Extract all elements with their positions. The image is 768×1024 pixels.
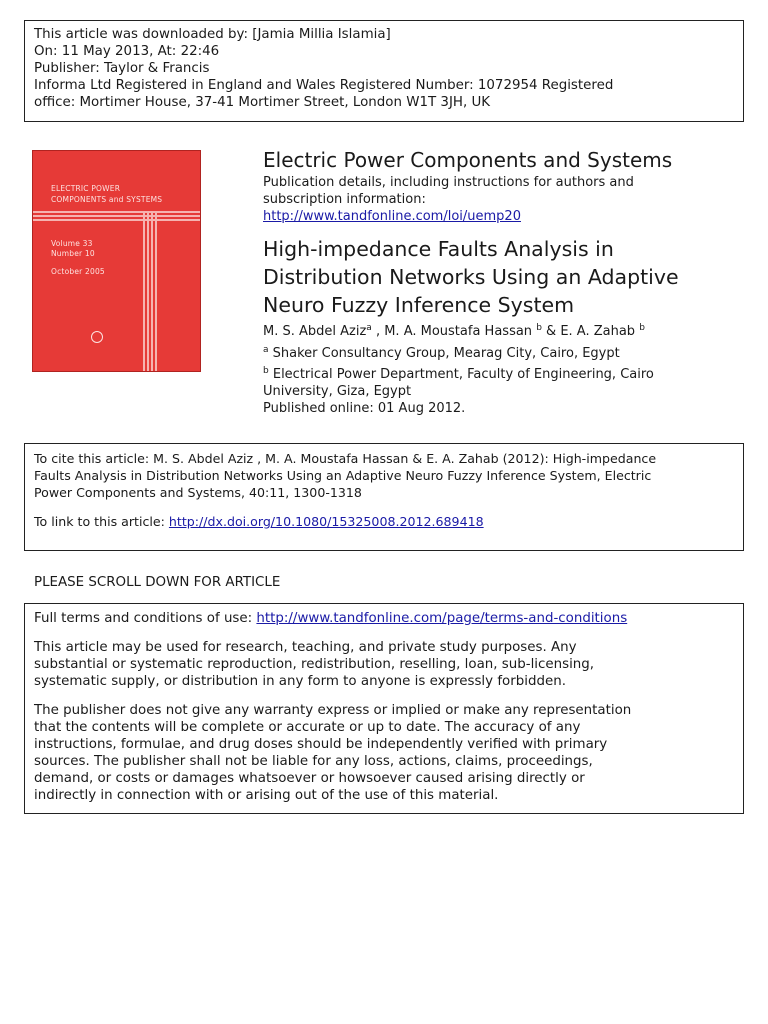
- journal-name: Electric Power Components and Systems: [263, 148, 673, 172]
- registration-line-1: Informa Ltd Registered in England and Wales Registered Number: 1072954 Registered: [34, 78, 614, 93]
- published-online: Published online: 01 Aug 2012.: [263, 401, 466, 416]
- terms-box: [24, 603, 744, 814]
- article-link-row: [34, 514, 484, 530]
- author-2-affiliation: b: [536, 323, 542, 333]
- article-title-line-3: Neuro Fuzzy Inference System: [263, 293, 575, 317]
- publication-details-1: Publication details, including instructions for authors and: [263, 175, 634, 190]
- journal-url-link[interactable]: http://www.tandfonline.com/loi/uemp20: [263, 209, 521, 224]
- terms-paragraph-2-line-2: that the contents will be complete or accurate or up to date. The accuracy of any: [34, 720, 581, 735]
- publisher-logo-icon: [91, 331, 103, 343]
- cover-corner-text: [163, 163, 193, 170]
- article-title-line-2: Distribution Networks Using an Adaptive: [263, 265, 679, 289]
- publisher: Publisher: Taylor & Francis: [34, 61, 210, 76]
- terms-label: Full terms and conditions of use:: [34, 611, 257, 626]
- cover-volume: Volume 33: [51, 239, 93, 248]
- terms-paragraph-2-line-4: sources. The publisher shall not be liable for any loss, actions, claims, proceedings,: [34, 754, 593, 769]
- affiliation-a-marker: a: [263, 345, 269, 355]
- download-info-box: [24, 20, 744, 122]
- author-2: M. A. Moustafa Hassan: [384, 324, 533, 339]
- download-date: On: 11 May 2013, At: 22:46: [34, 44, 220, 59]
- journal-cover-image: [32, 150, 201, 372]
- citation-box: [24, 443, 744, 551]
- terms-paragraph-2-line-5: demand, or costs or damages whatsoever or howsoever caused arising directly or: [34, 771, 585, 786]
- author-1: M. S. Abdel Aziz: [263, 324, 367, 339]
- affiliation-b-text: Electrical Power Department, Faculty of Engineering, Cairo: [268, 367, 654, 382]
- article-title-line-1: High-impedance Faults Analysis in: [263, 237, 614, 261]
- authors: [263, 324, 645, 340]
- terms-paragraph-1-line-2: substantial or systematic reproduction, redistribution, reselling, loan, sub-licensing,: [34, 657, 595, 672]
- cover-stripe: [33, 211, 201, 213]
- author-1-affiliation: a: [366, 323, 372, 333]
- terms-paragraph-2-line-6: indirectly in connection with or arising out of the use of this material.: [34, 788, 499, 803]
- terms-row: [34, 611, 627, 627]
- terms-paragraph-2-line-3: instructions, formulae, and drug doses should be independently verified with primary: [34, 737, 608, 752]
- affiliation-b-line-2: University, Giza, Egypt: [263, 384, 412, 399]
- cover-stripe: [147, 211, 149, 372]
- cover-stripe: [33, 219, 201, 221]
- terms-paragraph-2-line-1: The publisher does not give any warranty express or implied or make any representation: [34, 703, 632, 718]
- author-separator: ,: [371, 324, 385, 339]
- affiliation-a-text: Shaker Consultancy Group, Mearag City, Cairo, Egypt: [268, 346, 620, 361]
- cover-title-1: ELECTRIC POWER: [51, 184, 121, 193]
- affiliation-a: [263, 346, 620, 362]
- cover-issue-date: October 2005: [51, 267, 105, 276]
- cover-stripe: [143, 211, 145, 372]
- cover-stripe: [155, 211, 157, 372]
- author-3-affiliation: b: [639, 323, 645, 333]
- author-separator: &: [541, 324, 561, 339]
- citation-line-3: Power Components and Systems, 40:11, 1300-1318: [34, 485, 362, 500]
- affiliation-b-marker: b: [263, 366, 269, 376]
- citation-line-1: To cite this article: M. S. Abdel Aziz , M. A. Moustafa Hassan & E. A. Zahab (2012): High-impedance: [34, 451, 657, 466]
- terms-paragraph-1-line-3: systematic supply, or distribution in any form to anyone is expressly forbidden.: [34, 674, 566, 689]
- registration-line-2: office: Mortimer House, 37-41 Mortimer Street, London W1T 3JH, UK: [34, 95, 491, 110]
- citation-line-2: Faults Analysis in Distribution Networks Using an Adaptive Neuro Fuzzy Inference System, Electric: [34, 468, 652, 483]
- cover-stripe: [33, 215, 201, 217]
- author-3: E. A. Zahab: [560, 324, 636, 339]
- cover-title-2: COMPONENTS and SYSTEMS: [51, 195, 163, 204]
- article-link-label: To link to this article:: [34, 514, 169, 529]
- scroll-notice: PLEASE SCROLL DOWN FOR ARTICLE: [34, 575, 281, 590]
- downloaded-by: This article was downloaded by: [Jamia Millia Islamia]: [34, 27, 391, 42]
- cover-number: Number 10: [51, 249, 95, 258]
- publication-details-2: subscription information:: [263, 192, 426, 207]
- terms-paragraph-1-line-1: This article may be used for research, teaching, and private study purposes. Any: [34, 640, 577, 655]
- cover-stripe: [151, 211, 153, 372]
- terms-link[interactable]: http://www.tandfonline.com/page/terms-and-conditions: [256, 611, 628, 626]
- doi-link[interactable]: http://dx.doi.org/10.1080/15325008.2012.689418: [168, 514, 484, 529]
- affiliation-b: [263, 367, 654, 383]
